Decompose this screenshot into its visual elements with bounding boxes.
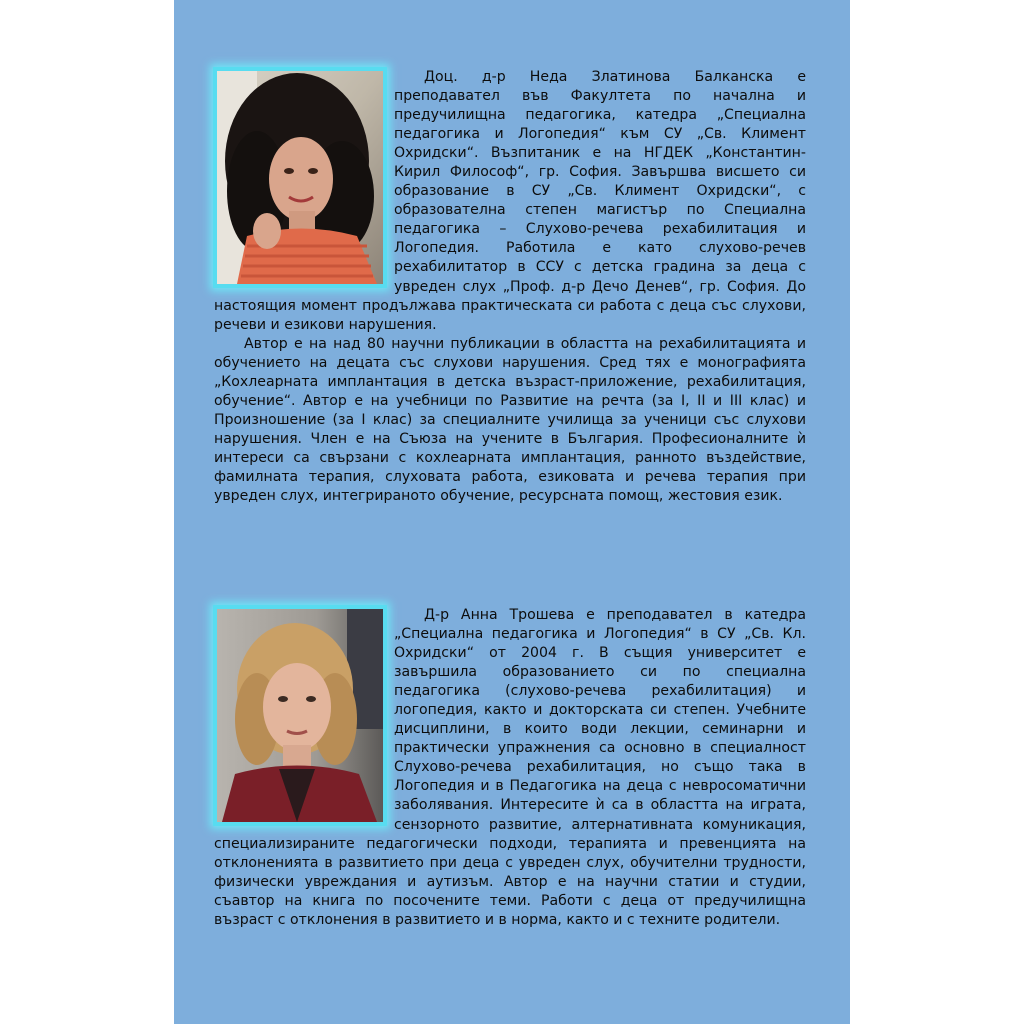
author-2-bio-paragraph: Д-р Анна Трошева е преподавател в катедра „Специална педагогика и Логопедия“ в СУ „Св. Кл. Охридски“ от 2004 г. В същия университет е завършила образованието си по специална педагогика (слухово-речева рехабилитация) и логопедия, както и докторската си степен. Учебните дисциплини, в които води лекции, семинарни и практически упражнения са основно в специалност Слухово-речева рехабилитация, но също така в Логопедия и в Педагогика на деца с невросоматични заболявания. Интересите ѝ са в областта на играта, сензорното развитие, алтернативната комуникация, специализираните педагогически подходи, терапията и превенцията на отклоненията в развитието при деца с увреден слух, обучителни трудности, физически увреждания и аутизъм. Автор е на научни статии и студии, съавтор на книга по посочените теми. Работи с деца от предучилищна възраст с отклонения в развитието и в норма, както и с техните родители. — [214, 607, 806, 928]
back-cover — [174, 0, 850, 1024]
author-2-biography — [214, 606, 806, 930]
author-1-bio-paragraph: Доц. д-р Неда Златинова Балканска е преподавател във Факултета по начална и предучилищна педагогика, катедра „Специална педагогика и Логопедия“ към СУ „Св. Климент Охридски“. Възпитаник е на НГДЕК „Константин-Кирил Философ“, гр. София. Завършва висшето си образование в СУ „Св. Климент Охридски“, с образователна степен магистър по Специална педагогика – Слухово-речева рехабилитация и Логопедия. Работила е като слухово-речев рехабилитатор в ССУ с детска градина за деца с увреден слух „Проф. д-р Дечо Денев“, гр. София. До настоящия момент продължава практическата си работа с деца със слухови, речеви и езикови нарушения. — [214, 69, 806, 333]
author-1-bio-paragraph: Автор е на над 80 научни публикации в областта на рехабилитацията и обучението на децата със слухови нарушения. Сред тях е монографията „Кохлеарната имплантация в детска възраст-приложение, рехабилитация, обучение“. Автор е на учебници по Развитие на речта (за I, II и III клас) и Произношение (за I клас) за специалните училища за ученици със слухови нарушения. Член е на Съюза на учените в България. Професионалните ѝ интереси са свързани с кохлеарната имплантация, ранното въздействие, фамилната терапия, слуховата работа, езиковата и речева терапия при увреден слух, интегрираното обучение, ресурсната помощ, жестовия език. — [214, 335, 806, 505]
author-1-biography — [214, 68, 806, 506]
